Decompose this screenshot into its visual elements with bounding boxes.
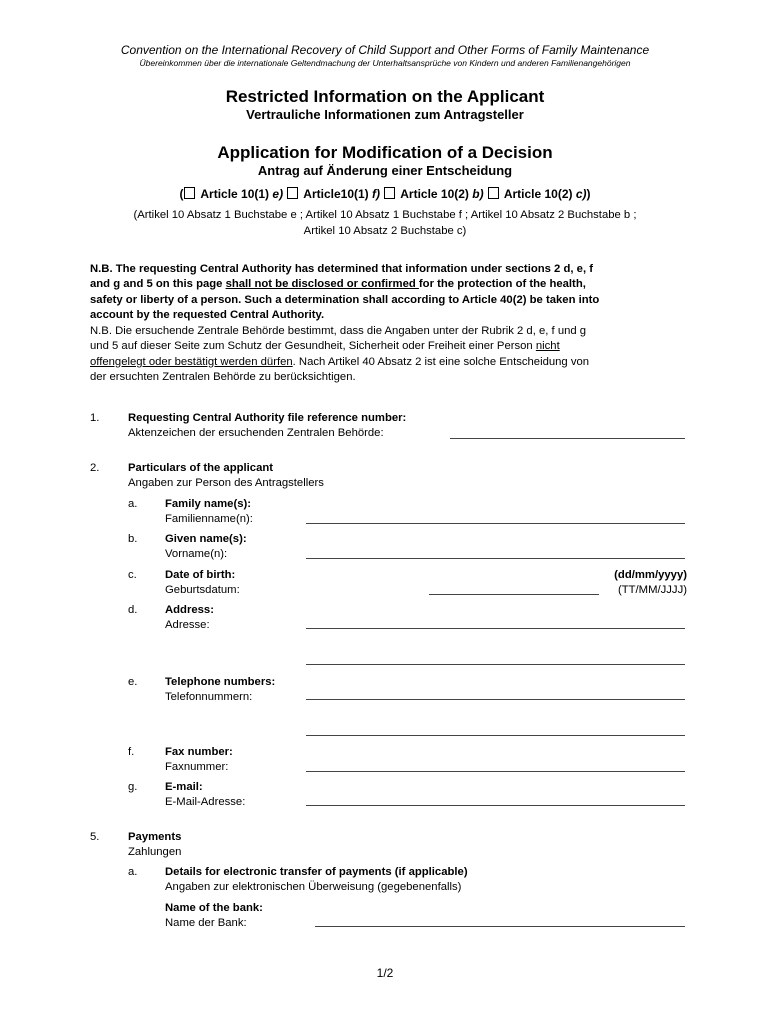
given-name-label-en: Given name(s): bbox=[165, 533, 247, 545]
section-1-number: 1. bbox=[90, 412, 100, 424]
convention-title-de: Übereinkommen über die internationale Geltendmachung der Unterhaltsansprüche von Kindern und anderen Familienangehörigen bbox=[139, 58, 631, 68]
bank-name-field[interactable] bbox=[315, 926, 685, 927]
address-label-de: Adresse: bbox=[165, 619, 210, 631]
item-2c-letter: c. bbox=[128, 569, 137, 581]
article-10-1-f-checkbox[interactable] bbox=[287, 187, 298, 199]
date-of-birth-label-de: Geburtsdatum: bbox=[165, 584, 240, 596]
item-2e-letter: e. bbox=[128, 676, 138, 688]
address-field-line-2[interactable] bbox=[306, 664, 685, 665]
family-name-field[interactable] bbox=[306, 523, 685, 524]
telephone-label-en: Telephone numbers: bbox=[165, 676, 276, 688]
date-format-de: (TT/MM/JJJJ) bbox=[617, 584, 687, 596]
restricted-title-de: Vertrauliche Informationen zum Antragsteller bbox=[246, 107, 524, 122]
convention-title-en: Convention on the International Recovery of Child Support and Other Forms of Family Maintenance bbox=[120, 43, 650, 57]
section-1-label-de: Aktenzeichen der ersuchenden Zentralen Behörde: bbox=[128, 427, 384, 439]
address-field-line-1[interactable] bbox=[306, 628, 685, 629]
article-10-1-e-label: Article 10(1) e) bbox=[200, 187, 284, 201]
article-10-2-c-label: Article 10(2) c) bbox=[503, 187, 587, 201]
article-checkbox-row: ( Article 10(1) e) Article10(1) f) Article 10(2) b) Article 10(2) c)) bbox=[179, 187, 591, 201]
address-label-en: Address: bbox=[165, 604, 214, 616]
bank-name-label-en: Name of the bank: bbox=[165, 902, 263, 914]
family-name-label-de: Familienname(n): bbox=[165, 513, 253, 525]
electronic-transfer-label-de: Angaben zur elektronischen Überweisung (gegebenenfalls) bbox=[165, 881, 462, 893]
telephone-label-de: Telefonnummern: bbox=[165, 691, 253, 703]
application-title-de: Antrag auf Änderung einer Entscheidung bbox=[257, 163, 513, 178]
article-10-2-c-checkbox[interactable] bbox=[488, 187, 499, 199]
article-10-1-f-label: Article10(1) f) bbox=[303, 187, 380, 201]
restricted-title-en: Restricted Information on the Applicant bbox=[225, 87, 545, 106]
section-1-label-en: Requesting Central Authority file reference number: bbox=[128, 412, 407, 424]
fax-field[interactable] bbox=[306, 771, 685, 772]
family-name-label-en: Family name(s): bbox=[165, 498, 252, 510]
articles-de-line2: Artikel 10 Absatz 2 Buchstabe c) bbox=[303, 225, 467, 237]
telephone-field-line-1[interactable] bbox=[306, 699, 685, 700]
fax-label-de: Faxnummer: bbox=[165, 761, 229, 773]
article-10-2-b-label: Article 10(2) b) bbox=[400, 187, 484, 201]
item-2b-letter: b. bbox=[128, 533, 138, 545]
electronic-transfer-label-en: Details for electronic transfer of payments (if applicable) bbox=[165, 866, 468, 878]
section-2-number: 2. bbox=[90, 462, 100, 474]
email-label-en: E-mail: bbox=[165, 781, 203, 793]
nb-paragraph-de: N.B. Die ersuchende Zentrale Behörde bestimmt, dass die Angaben unter der Rubrik 2 d, e, f und g und 5 auf dieser Seite zum Schutz der Gesundheit, Sicherheit oder Freiheit einer Person nicht offengelegt oder bestätigt werden dürfen. Nach Artikel 40 Absatz 2 ist eine solche Entscheidung von der ersuchten Zentralen Behörde zu berücksichtigen. bbox=[90, 325, 590, 383]
page-number: 1/2 bbox=[376, 966, 394, 980]
article-10-1-e-checkbox[interactable] bbox=[184, 187, 195, 199]
section-5-label-en: Payments bbox=[128, 831, 182, 843]
section-5-label-de: Zahlungen bbox=[128, 846, 182, 858]
section-2-label-de: Angaben zur Person des Antragstellers bbox=[128, 477, 324, 489]
fax-label-en: Fax number: bbox=[165, 746, 233, 758]
telephone-field-line-2[interactable] bbox=[306, 735, 685, 736]
given-name-field[interactable] bbox=[306, 558, 685, 559]
application-title-en: Application for Modification of a Decision bbox=[217, 143, 553, 162]
email-field[interactable] bbox=[306, 805, 685, 806]
item-5a-letter: a. bbox=[128, 866, 138, 878]
item-2d-letter: d. bbox=[128, 604, 138, 616]
article-10-2-b-checkbox[interactable] bbox=[384, 187, 395, 199]
articles-de-line1: (Artikel 10 Absatz 1 Buchstabe e ; Artikel 10 Absatz 1 Buchstabe f ; Artikel 10 Absatz 2 Buchstabe b ; bbox=[133, 209, 637, 221]
nb-paragraph-en: N.B. The requesting Central Authority has determined that information under sections 2 d, e, f and g and 5 on this page shall not be disclosed or confirmed for the protection of the health, safety or liberty of a person. Such a determination shall according to Article 40(2) be taken into account by the requested Central Authority. bbox=[90, 263, 600, 321]
file-reference-field[interactable] bbox=[450, 438, 685, 439]
date-of-birth-label-en: Date of birth: bbox=[165, 569, 236, 581]
item-2f-letter: f. bbox=[128, 746, 135, 758]
item-2g-letter: g. bbox=[128, 781, 138, 793]
given-name-label-de: Vorname(n): bbox=[165, 548, 228, 560]
bank-name-label-de: Name der Bank: bbox=[165, 917, 247, 929]
item-2a-letter: a. bbox=[128, 498, 138, 510]
date-of-birth-field[interactable] bbox=[429, 594, 599, 595]
email-label-de: E-Mail-Adresse: bbox=[165, 796, 246, 808]
section-2-label-en: Particulars of the applicant bbox=[128, 462, 274, 474]
date-format-en: (dd/mm/yyyy) bbox=[614, 569, 687, 581]
section-5-number: 5. bbox=[90, 831, 100, 843]
